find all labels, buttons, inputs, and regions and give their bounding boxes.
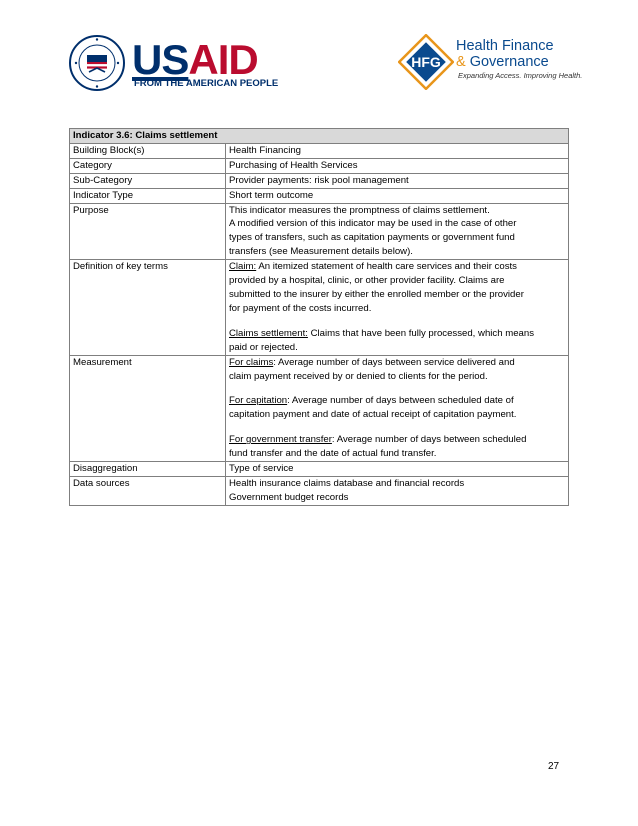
text-line: Health insurance claims database and financial records — [229, 477, 465, 489]
row-label: Sub-Category — [70, 173, 226, 188]
usaid-wordmark: USAID — [132, 36, 258, 83]
table-title-row — [70, 129, 569, 144]
hfg-name-line2: & Governance — [456, 54, 549, 70]
table-row — [70, 173, 569, 188]
row-label: Building Block(s) — [70, 143, 226, 158]
row-label: Definition of key terms — [70, 260, 226, 355]
text-line: Government budget records — [229, 491, 349, 503]
hfg-mark-icon — [398, 34, 454, 90]
text-line: types of transfers, such as capitation payments or government fund — [229, 232, 515, 244]
paragraph-gap — [229, 383, 565, 394]
row-value — [226, 476, 569, 505]
for-capitation-term: For capitation — [229, 395, 288, 407]
row-value — [226, 260, 569, 355]
text-line: fund transfer and the date of actual fund transfer. — [229, 448, 437, 460]
row-label: Category — [70, 158, 226, 173]
table-row — [70, 476, 569, 505]
text-line: Claims settlement: Claims that have been fully processed, which means — [229, 327, 535, 339]
row-value: Short term outcome — [226, 188, 569, 203]
table-row — [70, 188, 569, 203]
page-header — [0, 0, 638, 120]
row-label: Purpose — [70, 203, 226, 260]
text-line: For government transfer: Average number of days between scheduled — [229, 434, 527, 446]
indicator-table — [69, 128, 569, 506]
text-line: For capitation: Average number of days between scheduled date of — [229, 395, 514, 407]
text-line: for payment of the costs incurred. — [229, 302, 372, 314]
text-line: capitation payment and date of actual receipt of capitation payment. — [229, 409, 517, 421]
table-row — [70, 260, 569, 355]
page-number: 27 — [548, 761, 560, 772]
row-value — [226, 355, 569, 461]
table-row — [70, 462, 569, 477]
row-label: Measurement — [70, 355, 226, 461]
text-line: submitted to the insurer by either the enrolled member or the provider — [229, 288, 524, 300]
table-row — [70, 143, 569, 158]
text-line: Claim: An itemized statement of health care services and their costs — [229, 261, 517, 273]
text-line: transfers (see Measurement details below). — [229, 246, 413, 258]
row-value: Health Financing — [226, 143, 569, 158]
table-row — [70, 158, 569, 173]
text-line: provided by a hospital, clinic, or other provider facility. Claims are — [229, 275, 505, 287]
row-value: Provider payments: risk pool management — [226, 173, 569, 188]
paragraph-gap — [229, 316, 565, 327]
row-label: Data sources — [70, 476, 226, 505]
usaid-tagline: FROM THE AMERICAN PEOPLE — [134, 78, 279, 89]
text-line: For claims: Average number of days between service delivered and — [229, 356, 515, 368]
row-value — [226, 203, 569, 260]
claims-settlement-term: Claims settlement: — [229, 327, 308, 339]
for-government-transfer-term: For government transfer — [229, 434, 332, 446]
text-line: This indicator measures the promptness of claims settlement. — [229, 204, 490, 216]
usaid-logo — [68, 34, 279, 94]
hfg-tagline: Expanding Access. Improving Health. — [458, 71, 583, 80]
text-line: A modified version of this indicator may be used in the case of other — [229, 218, 517, 230]
text-line: claim payment received by or denied to clients for the period. — [229, 370, 488, 382]
table-row — [70, 203, 569, 260]
table-row — [70, 355, 569, 461]
hfg-name-line1: Health Finance — [456, 38, 554, 54]
for-claims-term: For claims — [229, 356, 274, 368]
row-value: Type of service — [226, 462, 569, 477]
row-label: Disaggregation — [70, 462, 226, 477]
usaid-seal-icon — [68, 34, 126, 92]
paragraph-gap — [229, 422, 565, 433]
text-line: paid or rejected. — [229, 341, 298, 353]
row-value: Purchasing of Health Services — [226, 158, 569, 173]
claim-term: Claim: — [229, 261, 257, 273]
indicator-title: Indicator 3.6: Claims settlement — [70, 129, 569, 144]
svg-text:HFG: HFG — [411, 54, 441, 70]
hfg-logo — [398, 30, 598, 96]
row-label: Indicator Type — [70, 188, 226, 203]
